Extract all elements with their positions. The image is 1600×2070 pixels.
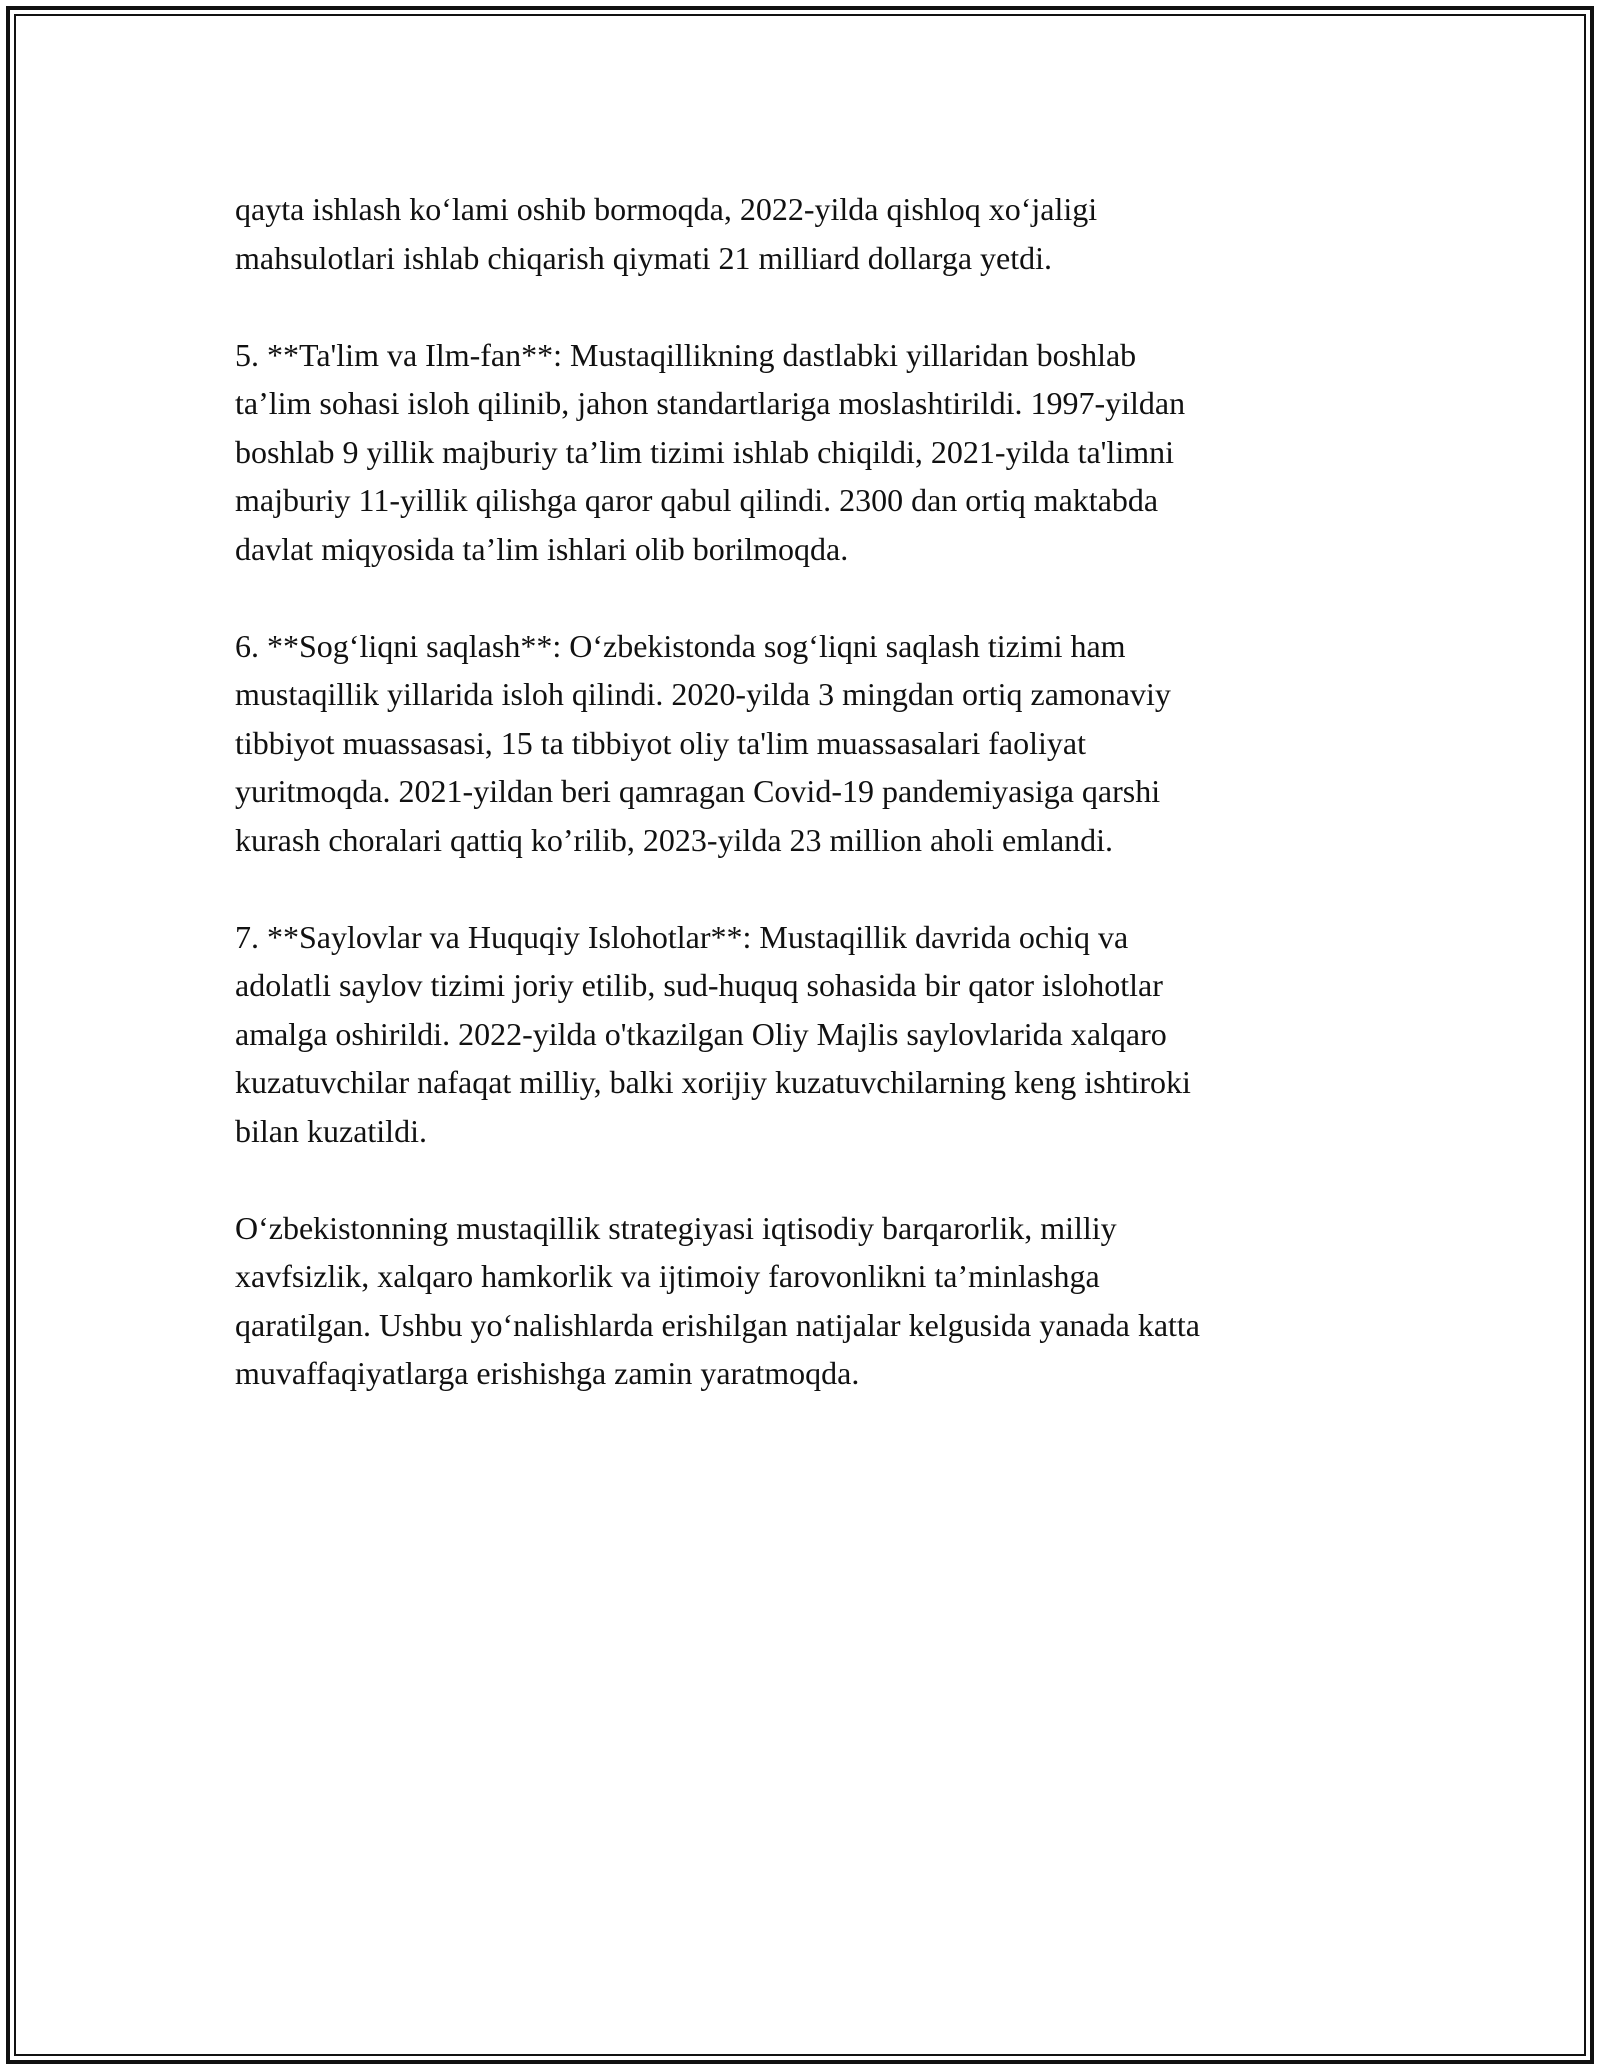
paragraph-elections-legal-reforms: 7. **Saylovlar va Huquqiy Islohotlar**: Mustaqillik davrida ochiq va adolatli saylov tizimi joriy etilib, sud-huquq sohasida bir qator islohotlar amalga oshirildi. 2022-yilda o'tkazilgan Oliy Majlis saylovlarida xalqaro kuzatuvchilar nafaqat milliy, balki xorijiy kuzatuvchilarning keng ishtiroki bilan kuzatildi. [235, 918, 1191, 1149]
document-body [235, 185, 1355, 1446]
paragraph-conclusion: O‘zbekistonning mustaqillik strategiyasi iqtisodiy barqarorlik, milliy xavfsizlik, xalqaro hamkorlik va ijtimoiy farovonlikni ta’minlashga qaratilgan. Ushbu yo‘nalishlarda erishilgan natijalar kelgusida yanada katta muvaffaqiyatlarga erishishga zamin yaratmoqda. [235, 1209, 1200, 1391]
paragraph-agriculture-continuation: qayta ishlash ko‘lami oshib bormoqda, 2022-yilda qishloq xo‘jaligi mahsulotlari ishlab chiqarish qiymati 21 milliard dollarga yetdi. [235, 191, 1098, 276]
paragraph-healthcare: 6. **Sog‘liqni saqlash**: O‘zbekistonda sog‘liqni saqlash tizimi ham mustaqillik yillarida isloh qilindi. 2020-yilda 3 mingdan ortiq zamonaviy tibbiyot muassasasi, 15 ta tibbiyot oliy ta'lim muassasalari faoliyat yuritmoqda. 2021-yildan beri qamragan Covid-19 pandemiyasiga qarshi kurash choralari qattiq ko’rilib, 2023-yilda 23 million aholi emlandi. [235, 627, 1171, 858]
paragraph-education: 5. **Ta'lim va Ilm-fan**: Mustaqillikning dastlabki yillaridan boshlab ta’lim sohasi isloh qilinib, jahon standartlariga moslashtirildi. 1997-yildan boshlab 9 yillik majburiy ta’lim tizimi ishlab chiqildi, 2021-yilda ta'limni majburiy 11-yillik qilishga qaror qabul qilindi. 2300 dan ortiq maktabda davlat miqyosida ta’lim ishlari olib borilmoqda. [235, 336, 1186, 567]
